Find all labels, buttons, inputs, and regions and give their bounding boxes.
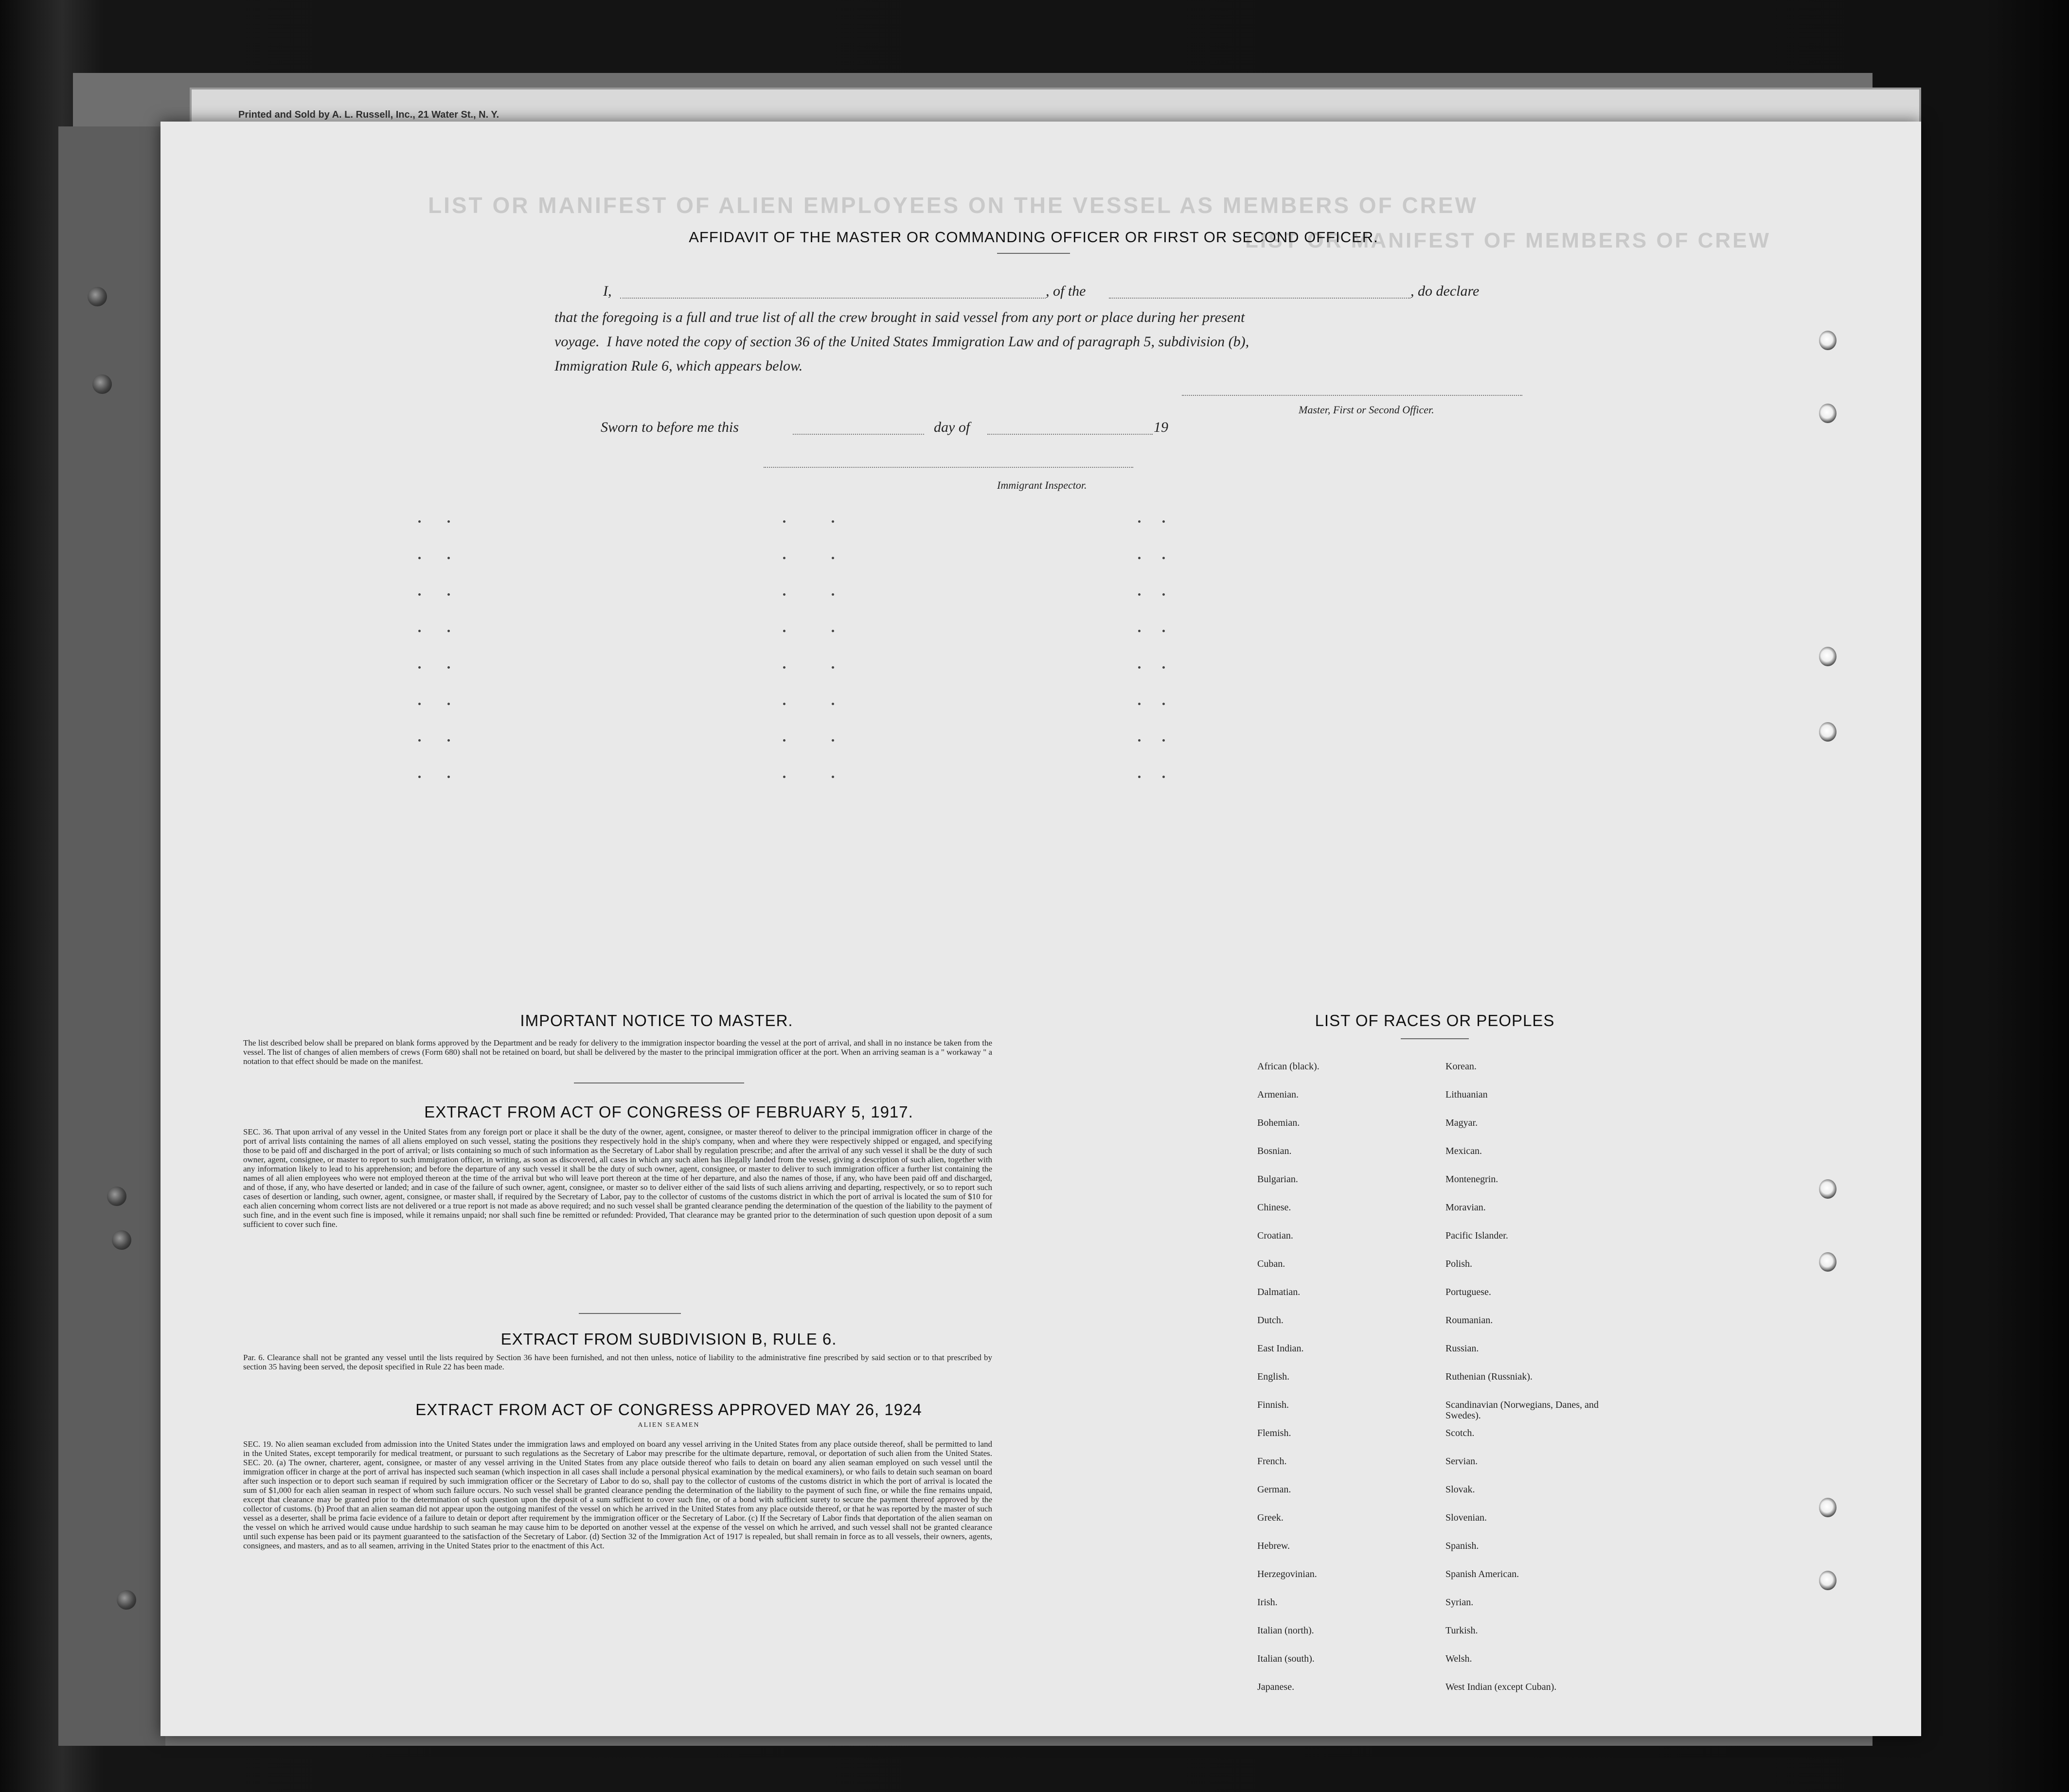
- bleed-mark: [832, 593, 834, 596]
- race-item: [1257, 1428, 1320, 1456]
- race-label: Greek.: [1257, 1512, 1284, 1523]
- bleed-mark: [418, 520, 421, 523]
- race-item: [1445, 1230, 1621, 1259]
- affidavit-line2: that the foregoing is a full and true list of all the crew brought in said vessel from any port or place during her present: [554, 309, 1245, 325]
- bleed-mark: [447, 557, 450, 559]
- race-label: Croatian.: [1257, 1230, 1293, 1241]
- race-item: [1257, 1287, 1320, 1315]
- race-label: Servian.: [1445, 1456, 1478, 1467]
- race-label: Chinese.: [1257, 1202, 1291, 1213]
- sworn-day-of: day of: [934, 419, 970, 435]
- extract-rule6-body: Par. 6. Clearance shall not be granted any vessel until the lists required by Section 36 have been furnished, and not then unless, notice of liability to the administrative fine prescribed by said section or to that prescribed by section 35 having been served, the deposit specified in Rule 22 has been made.: [243, 1353, 992, 1371]
- race-item: [1257, 1597, 1320, 1625]
- bleed-mark: [832, 703, 834, 705]
- race-label: Hebrew.: [1257, 1541, 1290, 1551]
- bleed-mark: [783, 776, 785, 778]
- master-signature-line: [1182, 395, 1522, 396]
- race-item: [1445, 1287, 1621, 1315]
- bleed-mark: [418, 557, 421, 559]
- affidavit-line4: Immigration Rule 6, which appears below.: [554, 358, 803, 374]
- bleed-mark: [783, 593, 785, 596]
- race-label: Welsh.: [1445, 1653, 1472, 1664]
- race-label: Italian (north).: [1257, 1625, 1314, 1636]
- bleed-mark: [1162, 776, 1165, 778]
- extract-rule6-title: EXTRACT FROM SUBDIVISION B, RULE 6.: [500, 1330, 837, 1348]
- race-label: Irish.: [1257, 1597, 1278, 1608]
- race-item: [1445, 1202, 1621, 1230]
- bleed-mark: [832, 630, 834, 632]
- race-item: [1445, 1089, 1621, 1118]
- race-item: [1445, 1484, 1621, 1512]
- race-item: [1257, 1259, 1320, 1287]
- punch-hole: [1819, 1498, 1837, 1517]
- race-label: German.: [1257, 1484, 1291, 1495]
- race-item: [1445, 1400, 1621, 1428]
- race-label: Japanese.: [1257, 1682, 1295, 1692]
- bleed-mark: [783, 703, 785, 705]
- race-label: Scotch.: [1445, 1428, 1475, 1438]
- sworn-day-blank: [793, 434, 924, 435]
- binder-rivet: [88, 287, 107, 306]
- bleed-through-subtitle: LIST OR MANIFEST OF MEMBERS OF CREW: [1245, 229, 1771, 252]
- race-item: [1445, 1315, 1621, 1343]
- bleed-through-title: LIST OR MANIFEST OF ALIEN EMPLOYEES ON THE VESSEL AS MEMBERS OF CREW: [428, 193, 1478, 218]
- race-label: Dutch.: [1257, 1315, 1284, 1326]
- bleed-mark: [1162, 703, 1165, 705]
- bleed-mark: [783, 520, 785, 523]
- bleed-mark: [447, 739, 450, 742]
- race-item: [1445, 1512, 1621, 1541]
- bleed-mark: [832, 520, 834, 523]
- race-item: [1445, 1597, 1621, 1625]
- race-item: [1257, 1653, 1320, 1682]
- extract-1917-body: SEC. 36. That upon arrival of any vessel in the United States from any foreign port or place it shall be the duty of the owner, agent, consignee, or master thereof to deliver to the principal immigration officer in charge of the port of arrival lists containing the names of all aliens employed on such vessel, stating the positions they respectively hold in the ship's company, when and where they were respectively shipped or engaged, and specifying those to be paid off and discharged in the port of arrival; or lists containing so much of such information as the Secretary of Labor shall by regulation prescribe; and after the arrival of any such vessel it shall be the duty of such owner, agent, consignee, or master to report to such immigration officer, in writing, as soon as discovered, all cases in which any such alien has illegally landed from the vessel, giving a description of such alien, together with any information likely to lead to his apprehension; and before the departure of any such vessel it shall be the duty of such owner, agent, consignee, or master to deliver to such immigration officer a further list containing the names of all alien employees who were not employed thereon at the time of the arrival but who will leave port thereon at the time of her departure, and also the names of those, if any, who have been paid off and discharged, and of those, if any, who have deserted or landed; and in case of the failure of such owner, agent, consignee, or master so to deliver either of the said lists of such aliens arriving and departing, respectively, or so to report such cases of desertion or landing, such owner, agent, consignee, or master shall, if required by the Secretary of Labor, pay to the collector of customs of the customs district in which the port of arrival is located the sum of $10 for each alien concerning whom correct lists are not delivered or a true report is not made as above required; and no such vessel shall be granted clearance pending the determination of the question of the liability to the payment of such fine, and in the event such fine is imposed, while it remains unpaid; nor shall such fine be remitted or refunded: Provided, That clearance may be granted prior to the determination of such question upon deposit of a sum sufficient to cover such fine.: [243, 1127, 992, 1229]
- races-right-column: [1445, 1061, 1621, 1710]
- race-item: [1257, 1089, 1320, 1118]
- bleed-mark: [783, 630, 785, 632]
- race-item: [1257, 1146, 1320, 1174]
- race-label: Montenegrin.: [1445, 1174, 1498, 1185]
- race-item: [1257, 1343, 1320, 1371]
- affidavit-line3: voyage. I have noted the copy of section 36 of the United States Immigration Law and of paragraph 5, subdivision (b),: [554, 334, 1249, 350]
- bleed-mark: [832, 557, 834, 559]
- races-title: LIST OF RACES OR PEOPLES: [1315, 1011, 1555, 1029]
- affidavit-declare: , do declare: [1410, 283, 1480, 299]
- race-item: [1445, 1625, 1621, 1653]
- bleed-mark: [1162, 593, 1165, 596]
- punch-hole: [1819, 722, 1837, 742]
- bleed-mark: [832, 776, 834, 778]
- race-label: West Indian (except Cuban).: [1445, 1682, 1557, 1692]
- bleed-mark: [418, 739, 421, 742]
- race-label: French.: [1257, 1456, 1287, 1467]
- bleed-mark: [447, 630, 450, 632]
- notice-body: The list described below shall be prepared on blank forms approved by the Department and be ready for delivery to the immigration inspector boarding the vessel at the port of arrival, and shall in no instance be taken from the vessel. The list of changes of alien members of crews (Form 680) shall not be retained on board, but shall be delivered by the master to the principal immigration officer at the port. When an arriving seaman is a " workaway " a notation to that effect should be made on the manifest.: [243, 1038, 992, 1066]
- race-label: Mexican.: [1445, 1146, 1482, 1156]
- divider: [579, 1313, 681, 1314]
- race-label: Lithuanian: [1445, 1089, 1488, 1100]
- bleed-mark: [1162, 557, 1165, 559]
- race-label: Flemish.: [1257, 1428, 1291, 1438]
- race-label: Scandinavian (Norwegians, Danes, and Swedes).: [1445, 1400, 1599, 1421]
- race-item: [1257, 1541, 1320, 1569]
- race-label: Syrian.: [1445, 1597, 1474, 1608]
- race-item: [1257, 1118, 1320, 1146]
- race-label: Russian.: [1445, 1343, 1479, 1354]
- race-label: Polish.: [1445, 1259, 1473, 1269]
- divider: [574, 1082, 744, 1083]
- bleed-mark: [418, 630, 421, 632]
- sworn-year: 19: [1154, 419, 1168, 435]
- binder-rivet: [112, 1230, 131, 1250]
- race-item: [1257, 1371, 1320, 1400]
- master-label: Master, First or Second Officer.: [1299, 404, 1434, 416]
- race-label: Korean.: [1445, 1061, 1477, 1072]
- race-label: Dalmatian.: [1257, 1287, 1301, 1297]
- race-label: Slovak.: [1445, 1484, 1475, 1495]
- affidavit-i: I,: [603, 283, 612, 299]
- bleed-mark: [447, 593, 450, 596]
- title-rule: [997, 253, 1070, 254]
- races-left-column: [1257, 1061, 1320, 1710]
- bleed-mark: [1138, 666, 1141, 669]
- extract-1924-title: EXTRACT FROM ACT OF CONGRESS APPROVED MAY 26, 1924: [415, 1401, 922, 1419]
- race-label: Slovenian.: [1445, 1512, 1487, 1523]
- name-blank: [620, 298, 1046, 299]
- punch-hole: [1819, 1571, 1837, 1590]
- race-item: [1257, 1202, 1320, 1230]
- race-label: Spanish American.: [1445, 1569, 1519, 1579]
- race-item: [1445, 1259, 1621, 1287]
- race-label: Bohemian.: [1257, 1118, 1300, 1128]
- race-item: [1445, 1371, 1621, 1400]
- race-label: Roumanian.: [1445, 1315, 1493, 1326]
- race-item: [1257, 1456, 1320, 1484]
- race-label: Portuguese.: [1445, 1287, 1491, 1297]
- bleed-mark: [1138, 520, 1141, 523]
- bleed-mark: [447, 703, 450, 705]
- race-item: [1257, 1512, 1320, 1541]
- bleed-mark: [1162, 520, 1165, 523]
- race-item: [1257, 1061, 1320, 1089]
- bleed-mark: [832, 739, 834, 742]
- race-item: [1445, 1428, 1621, 1456]
- bleed-mark: [418, 776, 421, 778]
- race-item: [1445, 1682, 1621, 1710]
- bleed-mark: [1162, 630, 1165, 632]
- race-label: East Indian.: [1257, 1343, 1304, 1354]
- bleed-mark: [1138, 703, 1141, 705]
- race-label: Italian (south).: [1257, 1653, 1315, 1664]
- sworn-prefix: Sworn to before me this: [601, 419, 739, 435]
- race-item: [1257, 1484, 1320, 1512]
- bleed-mark: [832, 666, 834, 669]
- race-item: [1445, 1541, 1621, 1569]
- race-label: English.: [1257, 1371, 1290, 1382]
- race-label: Armenian.: [1257, 1089, 1299, 1100]
- vessel-blank: [1109, 298, 1410, 299]
- race-item: [1445, 1118, 1621, 1146]
- divider: [1401, 1038, 1469, 1039]
- bleed-mark: [783, 666, 785, 669]
- bleed-mark: [1138, 593, 1141, 596]
- race-item: [1257, 1400, 1320, 1428]
- punch-hole: [1819, 647, 1837, 666]
- bleed-mark: [1138, 776, 1141, 778]
- race-item: [1445, 1146, 1621, 1174]
- race-item: [1445, 1456, 1621, 1484]
- bleed-mark: [1138, 557, 1141, 559]
- binder-flap: [58, 126, 165, 1746]
- race-label: Herzegovinian.: [1257, 1569, 1317, 1579]
- punch-hole: [1819, 331, 1837, 350]
- bleed-mark: [418, 666, 421, 669]
- extract-1917-title: EXTRACT FROM ACT OF CONGRESS OF FEBRUARY 5, 1917.: [424, 1103, 913, 1121]
- inspector-label: Immigrant Inspector.: [997, 479, 1087, 491]
- inspector-signature-line: [764, 467, 1133, 468]
- race-label: Pacific Islander.: [1445, 1230, 1508, 1241]
- bleed-mark: [1162, 739, 1165, 742]
- race-item: [1445, 1061, 1621, 1089]
- race-label: Finnish.: [1257, 1400, 1289, 1410]
- affidavit-of-the: , of the: [1046, 283, 1086, 299]
- bleed-mark: [1138, 630, 1141, 632]
- race-item: [1257, 1682, 1320, 1710]
- bleed-mark: [1162, 666, 1165, 669]
- race-item: [1257, 1174, 1320, 1202]
- race-item: [1257, 1315, 1320, 1343]
- race-item: [1257, 1625, 1320, 1653]
- punch-hole: [1819, 404, 1837, 423]
- printer-imprint: Printed and Sold by A. L. Russell, Inc., 21 Water St., N. Y.: [238, 109, 499, 120]
- race-label: Turkish.: [1445, 1625, 1478, 1636]
- punch-hole: [1819, 1179, 1837, 1199]
- notice-title: IMPORTANT NOTICE TO MASTER.: [520, 1011, 793, 1029]
- race-label: Bulgarian.: [1257, 1174, 1298, 1185]
- binder-rivet: [92, 374, 112, 394]
- sworn-month-blank: [987, 434, 1153, 435]
- race-label: African (black).: [1257, 1061, 1320, 1072]
- alien-seamen-subhead: ALIEN SEAMEN: [638, 1421, 700, 1429]
- bleed-mark: [1138, 739, 1141, 742]
- race-label: Moravian.: [1445, 1202, 1486, 1213]
- race-label: Bosnian.: [1257, 1146, 1292, 1156]
- race-label: Magyar.: [1445, 1118, 1478, 1128]
- race-item: [1445, 1569, 1621, 1597]
- race-item: [1257, 1230, 1320, 1259]
- bleed-mark: [418, 703, 421, 705]
- bleed-mark: [783, 557, 785, 559]
- bleed-mark: [418, 593, 421, 596]
- bleed-mark: [783, 739, 785, 742]
- race-label: Cuban.: [1257, 1259, 1285, 1269]
- race-item: [1445, 1653, 1621, 1682]
- binder-rivet: [107, 1187, 126, 1206]
- race-label: Ruthenian (Russniak).: [1445, 1371, 1533, 1382]
- affidavit-title: AFFIDAVIT OF THE MASTER OR COMMANDING OFFICER OR FIRST OR SECOND OFFICER.: [689, 229, 1378, 246]
- extract-1924-body: SEC. 19. No alien seaman excluded from admission into the United States under the immigration laws and employed on board any vessel arriving in the United States from any place outside thereof, shall be permitted to land in the United States, except temporarily for medical treatment, or pursuant to such regulations as the Secretary of Labor may prescribe for the ultimate departure, removal, or deportation of such alien from the United States. SEC. 20. (a) The owner, charterer, agent, consignee, or master of any vessel arriving in the United States from any place outside thereof who fails to detain on board any alien seaman employed on such vessel until the immigration officer in charge at the port of arrival has inspected such seaman (which inspection in all cases shall include a personal physical examination by the medical examiners), or who fails to detain such seaman on board after such inspection or to deport such seaman if required by such immigration officer or the Secretary of Labor to do so, shall pay to the collector of customs of the customs district in which the port of arrival is located the sum of $1,000 for each alien seaman in respect of whom such failure occurs. No such vessel shall be granted clearance pending the determination of the liability to the payment of such fine, or while the fine remains unpaid, except that clearance may be granted prior to the determination of such question upon the deposit of a sum sufficient to cover such fine, or of a bond with sufficient surety to secure the payment thereof approved by the collector of customs. (b) Proof that an alien seaman did not appear upon the outgoing manifest of the vessel on which he arrived in the United States from any place outside thereof, or that he was reported by the master of such vessel as a deserter, shall be prima facie evidence of a failure to detain or deport after requirement by the immigration officer or the Secretary of Labor. (c) If the Secretary of Labor finds that deportation of the alien seaman on the vessel on which he arrived would cause undue hardship to such seaman he may cause him to be deported on another vessel at the expense of the vessel on which he arrived, and such vessel shall not be granted clearance until such expense has been paid or its payment guaranteed to the satisfaction of the Secretary of Labor. (d) Section 32 of the Immigration Act of 1917 is repealed, but shall remain in force as to all vessels, their owners, agents, consignees, and masters, and as to all seamen, arriving in the United States prior to the enactment of this Act.: [243, 1439, 992, 1550]
- race-item: [1257, 1569, 1320, 1597]
- bleed-mark: [447, 520, 450, 523]
- race-label: Spanish.: [1445, 1541, 1479, 1551]
- race-item: [1445, 1174, 1621, 1202]
- binder-rivet: [117, 1590, 136, 1610]
- punch-hole: [1819, 1252, 1837, 1272]
- bleed-mark: [447, 666, 450, 669]
- race-item: [1445, 1343, 1621, 1371]
- bleed-mark: [447, 776, 450, 778]
